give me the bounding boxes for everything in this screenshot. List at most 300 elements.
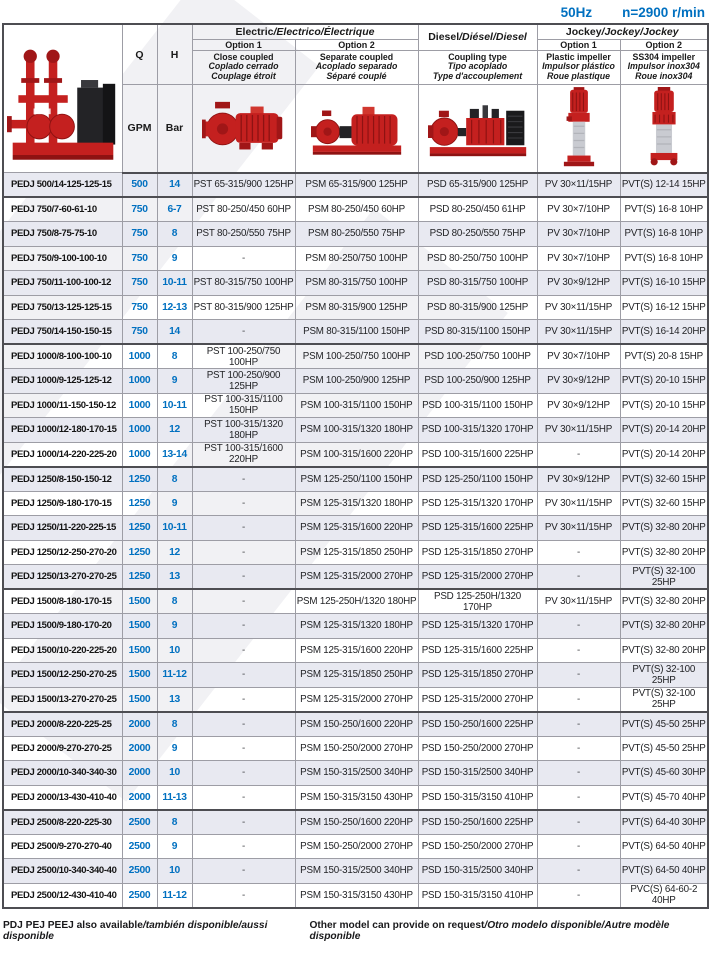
flow-gpm-cell: 1500 — [122, 687, 157, 712]
electric-separate-coupled-cell: PSM 150-315/3150 430HP — [295, 785, 418, 810]
table-row — [3, 859, 708, 884]
electric-separate-coupled-cell: PSM 150-315/3150 430HP — [295, 883, 418, 908]
model-cell: PEDJ 1250/12-250-270-20 — [3, 540, 122, 565]
table-row — [3, 834, 708, 859]
jockey-plastic-cell: PV 30×7/10HP — [537, 344, 620, 369]
jockey-plastic-cell: - — [537, 614, 620, 639]
flow-gpm-cell: 750 — [122, 320, 157, 345]
diesel-pump-illustration — [428, 98, 528, 158]
electric-separate-coupled-cell: PSM 125-315/1600 220HP — [295, 638, 418, 663]
head-bar-cell: 11-13 — [157, 785, 192, 810]
jockey-ss304-cell: PVT(S) 32-80 20HP — [620, 540, 708, 565]
diesel-pump-cell: PSD 150-250/2000 270HP — [418, 736, 537, 761]
diesel-pump-cell: PSD 125-315/2000 270HP — [418, 687, 537, 712]
jockey-plastic-cell: PV 30×9/12HP — [537, 393, 620, 418]
head-bar-cell: 6-7 — [157, 197, 192, 222]
spec-table-body — [3, 173, 708, 908]
q-unit-header: GPM — [122, 85, 157, 173]
jockey-ss304-cell: PVT(S) 64-40 30HP — [620, 810, 708, 835]
electric-close-coupled-cell: PST 80-315/750 100HP — [192, 271, 295, 296]
head-bar-cell: 8 — [157, 810, 192, 835]
electric-separate-coupled-cell: PSM 125-315/2000 270HP — [295, 565, 418, 590]
diesel-pump-cell: PSD 150-315/2500 340HP — [418, 859, 537, 884]
pump-spec-table — [2, 23, 709, 909]
jockey-plastic-cell: PV 30×11/15HP — [537, 589, 620, 614]
electric-separate-coupled-cell: PSM 125-315/2000 270HP — [295, 687, 418, 712]
model-cell: PEDJ 1250/11-220-225-15 — [3, 516, 122, 541]
jockey-plastic-cell: PV 30×7/10HP — [537, 222, 620, 247]
electric-close-coupled-cell: PST 100-315/1600 220HP — [192, 442, 295, 467]
diesel-pump-cell: PSD 100-250/750 100HP — [418, 344, 537, 369]
jockey-plastic-cell: PV 30×11/15HP — [537, 491, 620, 516]
jockey-plastic-cell: PV 30×11/15HP — [537, 295, 620, 320]
footer-right-note: Other model can provide on request/Otro modelo disponible/Autre modèle disponible — [309, 919, 670, 942]
flow-gpm-cell: 750 — [122, 271, 157, 296]
head-bar-cell: 13-14 — [157, 442, 192, 467]
model-cell: PEDJ 2500/8-220-225-30 — [3, 810, 122, 835]
diesel-pump-cell: PSD 125-315/2000 270HP — [418, 565, 537, 590]
head-bar-cell: 10 — [157, 859, 192, 884]
head-bar-cell: 9 — [157, 614, 192, 639]
head-bar-cell: 9 — [157, 246, 192, 271]
model-cell: PEDJ 2500/10-340-340-40 — [3, 859, 122, 884]
jockey-ss304-cell: PVT(S) 20-14 20HP — [620, 418, 708, 443]
jockey-plastic-cell: - — [537, 638, 620, 663]
electric-close-coupled-cell: - — [192, 638, 295, 663]
electric-separate-coupled-cell: PSM 80-315/750 100HP — [295, 271, 418, 296]
jockey-plastic-cell: PV 30×11/15HP — [537, 516, 620, 541]
head-bar-cell: 10 — [157, 638, 192, 663]
electric-close-coupled-cell: PST 100-315/1320 180HP — [192, 418, 295, 443]
table-row — [3, 369, 708, 394]
diesel-pump-cell: PSD 150-250/2000 270HP — [418, 834, 537, 859]
jockey-plastic-cell: - — [537, 834, 620, 859]
electric-separate-coupled-cell: PSM 125-315/1850 250HP — [295, 663, 418, 688]
model-cell: PEDJ 1000/14-220-225-20 — [3, 442, 122, 467]
frequency-label: 50Hz — [560, 5, 593, 20]
fire-pump-package-image — [3, 24, 122, 173]
flow-gpm-cell: 1000 — [122, 393, 157, 418]
table-row — [3, 442, 708, 467]
table-row — [3, 222, 708, 247]
electric-close-coupled-cell: - — [192, 736, 295, 761]
electric-option2-header: Option 2 — [295, 39, 418, 50]
model-cell: PEDJ 1000/8-100-100-10 — [3, 344, 122, 369]
model-cell: PEDJ 1250/13-270-270-25 — [3, 565, 122, 590]
table-row — [3, 810, 708, 835]
jockey-ss304-cell: PVT(S) 16-8 10HP — [620, 197, 708, 222]
table-row — [3, 246, 708, 271]
model-cell: PEDJ 750/14-150-150-15 — [3, 320, 122, 345]
electric-close-coupled-cell: - — [192, 589, 295, 614]
head-bar-cell: 13 — [157, 687, 192, 712]
jockey-plastic-cell: - — [537, 687, 620, 712]
head-bar-cell: 8 — [157, 712, 192, 737]
diesel-pump-cell: PSD 150-250/1600 225HP — [418, 810, 537, 835]
jockey-ss304-cell: PVT(S) 16-10 15HP — [620, 271, 708, 296]
jockey-ss304-cell: PVT(S) 45-50 25HP — [620, 736, 708, 761]
electric-separate-coupled-cell: PSM 80-250/750 100HP — [295, 246, 418, 271]
flow-gpm-cell: 1000 — [122, 442, 157, 467]
head-bar-cell: 9 — [157, 491, 192, 516]
jockey-ss304-cell: PVT(S) 16-8 10HP — [620, 222, 708, 247]
electric-separate-coupled-cell: PSM 100-315/1600 220HP — [295, 442, 418, 467]
jockey-pump-plastic-illustration — [563, 87, 595, 169]
electric-close-coupled-cell: - — [192, 810, 295, 835]
jockey-pump-ss304-illustration — [647, 87, 681, 169]
jockey-plastic-cell: - — [537, 785, 620, 810]
electric-close-coupled-cell: PST 100-250/900 125HP — [192, 369, 295, 394]
separate-coupled-pump-illustration — [311, 99, 403, 157]
footer-left-note: PDJ PEJ PEEJ also available/también disponible/aussi disponible — [3, 919, 268, 942]
diesel-pump-cell: PSD 125-250/1100 150HP — [418, 467, 537, 492]
jockey-ss304-cell: PVT(S) 20-10 15HP — [620, 369, 708, 394]
table-row — [3, 687, 708, 712]
head-bar-cell: 12 — [157, 540, 192, 565]
head-bar-cell: 12-13 — [157, 295, 192, 320]
jockey-option2-header: Option 2 — [620, 39, 708, 50]
electric-separate-coupled-cell: PSM 150-250/1600 220HP — [295, 712, 418, 737]
jockey-ss304-cell: PVC(S) 64-60-2 40HP — [620, 883, 708, 908]
jockey-group-header: Jockey/Jockey/Jockey — [537, 24, 708, 39]
ss304-impeller-desc: SS304 impeller Impulsor inox304 Roue inox304 — [620, 50, 708, 85]
head-bar-cell: 10-11 — [157, 271, 192, 296]
jockey-plastic-cell: PV 30×11/15HP — [537, 418, 620, 443]
head-bar-cell: 9 — [157, 369, 192, 394]
electric-close-coupled-cell: PST 80-250/450 60HP — [192, 197, 295, 222]
model-cell: PEDJ 750/13-125-125-15 — [3, 295, 122, 320]
model-cell: PEDJ 750/8-75-75-10 — [3, 222, 122, 247]
jockey-plastic-cell: PV 30×7/10HP — [537, 197, 620, 222]
diesel-pump-set-image — [418, 85, 537, 173]
electric-close-coupled-cell: - — [192, 859, 295, 884]
head-bar-cell: 13 — [157, 565, 192, 590]
model-cell: PEDJ 2500/9-270-270-40 — [3, 834, 122, 859]
table-row — [3, 467, 708, 492]
model-cell: PEDJ 1000/12-180-170-15 — [3, 418, 122, 443]
diesel-pump-cell: PSD 80-315/900 125HP — [418, 295, 537, 320]
flow-gpm-cell: 2000 — [122, 712, 157, 737]
electric-close-coupled-cell: - — [192, 614, 295, 639]
flow-gpm-cell: 1000 — [122, 344, 157, 369]
head-bar-cell: 11-12 — [157, 663, 192, 688]
electric-close-coupled-cell: - — [192, 834, 295, 859]
electric-close-coupled-cell: PST 80-250/550 75HP — [192, 222, 295, 247]
table-row — [3, 883, 708, 908]
flow-gpm-cell: 1500 — [122, 663, 157, 688]
table-row — [3, 565, 708, 590]
table-row — [3, 736, 708, 761]
jockey-ss304-cell: PVT(S) 16-14 20HP — [620, 320, 708, 345]
table-row — [3, 761, 708, 786]
jockey-ss304-cell: PVT(S) 64-50 40HP — [620, 834, 708, 859]
jockey-plastic-cell: - — [537, 859, 620, 884]
flow-gpm-cell: 1500 — [122, 589, 157, 614]
jockey-ss304-cell: PVT(S) 20-8 15HP — [620, 344, 708, 369]
head-bar-cell: 11-12 — [157, 883, 192, 908]
diesel-pump-cell: PSD 150-315/3150 410HP — [418, 883, 537, 908]
diesel-pump-cell: PSD 100-315/1600 225HP — [418, 442, 537, 467]
diesel-pump-cell: PSD 125-250H/1320 170HP — [418, 589, 537, 614]
electric-separate-coupled-cell: PSM 125-250/1100 150HP — [295, 467, 418, 492]
table-row — [3, 320, 708, 345]
electric-close-coupled-cell: - — [192, 761, 295, 786]
flow-gpm-cell: 2500 — [122, 834, 157, 859]
diesel-pump-cell: PSD 80-250/450 61HP — [418, 197, 537, 222]
jockey-option1-header: Option 1 — [537, 39, 620, 50]
electric-separate-coupled-cell: PSM 125-315/1850 250HP — [295, 540, 418, 565]
model-cell: PEDJ 750/9-100-100-10 — [3, 246, 122, 271]
head-bar-cell: 10-11 — [157, 393, 192, 418]
diesel-pump-cell: PSD 80-315/1100 150HP — [418, 320, 537, 345]
operating-conditions — [0, 0, 711, 21]
electric-close-coupled-cell: - — [192, 883, 295, 908]
jockey-ss304-cell: PVT(S) 32-100 25HP — [620, 663, 708, 688]
diesel-pump-cell: PSD 65-315/900 125HP — [418, 173, 537, 198]
head-bar-cell: 8 — [157, 467, 192, 492]
model-cell: PEDJ 1250/9-180-170-15 — [3, 491, 122, 516]
electric-close-coupled-cell: - — [192, 320, 295, 345]
table-row — [3, 271, 708, 296]
head-bar-cell: 8 — [157, 344, 192, 369]
plastic-impeller-desc: Plastic impeller Impulsor plástico Roue plastique — [537, 50, 620, 85]
jockey-ss304-cell: PVT(S) 64-50 40HP — [620, 859, 708, 884]
jockey-plastic-cell: PV 30×9/12HP — [537, 467, 620, 492]
diesel-pump-cell: PSD 100-315/1100 150HP — [418, 393, 537, 418]
electric-close-coupled-cell: - — [192, 712, 295, 737]
diesel-pump-cell: PSD 150-315/2500 340HP — [418, 761, 537, 786]
diesel-pump-cell: PSD 80-315/750 100HP — [418, 271, 537, 296]
electric-close-coupled-cell: PST 100-250/750 100HP — [192, 344, 295, 369]
electric-close-coupled-cell: PST 100-315/1100 150HP — [192, 393, 295, 418]
table-row — [3, 540, 708, 565]
electric-separate-coupled-cell: PSM 150-315/2500 340HP — [295, 761, 418, 786]
table-row — [3, 516, 708, 541]
flow-gpm-cell: 1500 — [122, 638, 157, 663]
diesel-pump-cell: PSD 125-315/1600 225HP — [418, 516, 537, 541]
head-bar-cell: 8 — [157, 589, 192, 614]
head-bar-cell: 10-11 — [157, 516, 192, 541]
jockey-ss304-cell: PVT(S) 20-10 15HP — [620, 393, 708, 418]
diesel-pump-cell: PSD 100-250/900 125HP — [418, 369, 537, 394]
h-unit-header: Bar — [157, 85, 192, 173]
electric-separate-coupled-cell: PSM 100-250/900 125HP — [295, 369, 418, 394]
electric-separate-coupled-cell: PSM 125-315/1320 180HP — [295, 614, 418, 639]
model-cell: PEDJ 750/11-100-100-12 — [3, 271, 122, 296]
flow-gpm-cell: 1250 — [122, 491, 157, 516]
electric-separate-coupled-cell: PSM 80-250/450 60HP — [295, 197, 418, 222]
jockey-ss304-cell: PVT(S) 16-8 10HP — [620, 246, 708, 271]
flow-gpm-cell: 750 — [122, 295, 157, 320]
diesel-pump-cell: PSD 100-315/1320 170HP — [418, 418, 537, 443]
diesel-pump-cell: PSD 125-315/1850 270HP — [418, 663, 537, 688]
model-cell: PEDJ 1500/8-180-170-15 — [3, 589, 122, 614]
jockey-ss304-cell: PVT(S) 32-80 20HP — [620, 614, 708, 639]
vertical-jockey-pump-plastic-image — [537, 85, 620, 173]
head-bar-cell: 8 — [157, 222, 192, 247]
diesel-pump-cell: PSD 125-315/1600 225HP — [418, 638, 537, 663]
model-cell: PEDJ 1500/9-180-170-20 — [3, 614, 122, 639]
flow-gpm-cell: 750 — [122, 197, 157, 222]
electric-separate-coupled-cell: PSM 150-250/2000 270HP — [295, 736, 418, 761]
jockey-plastic-cell: - — [537, 883, 620, 908]
vertical-jockey-pump-ss304-image — [620, 85, 708, 173]
jockey-ss304-cell: PVT(S) 32-60 15HP — [620, 491, 708, 516]
table-row — [3, 491, 708, 516]
flow-gpm-cell: 1250 — [122, 467, 157, 492]
jockey-ss304-cell: PVT(S) 45-50 25HP — [620, 712, 708, 737]
model-cell: PEDJ 2500/12-430-410-40 — [3, 883, 122, 908]
jockey-plastic-cell: PV 30×11/15HP — [537, 320, 620, 345]
model-cell: PEDJ 1250/8-150-150-12 — [3, 467, 122, 492]
flow-gpm-cell: 1250 — [122, 565, 157, 590]
electric-separate-coupled-cell: PSM 150-315/2500 340HP — [295, 859, 418, 884]
diesel-pump-cell: PSD 80-250/750 100HP — [418, 246, 537, 271]
electric-close-coupled-cell: PST 65-315/900 125HP — [192, 173, 295, 198]
flow-gpm-cell: 750 — [122, 222, 157, 247]
diesel-pump-cell: PSD 150-250/1600 225HP — [418, 712, 537, 737]
close-coupled-pump-illustration — [202, 99, 286, 157]
electric-separate-coupled-cell: PSM 100-315/1100 150HP — [295, 393, 418, 418]
head-bar-cell: 10 — [157, 761, 192, 786]
head-bar-cell: 9 — [157, 736, 192, 761]
electric-separate-coupled-cell: PSM 125-315/1320 180HP — [295, 491, 418, 516]
flow-gpm-cell: 1250 — [122, 540, 157, 565]
flow-gpm-cell: 2000 — [122, 761, 157, 786]
electric-close-coupled-cell: - — [192, 467, 295, 492]
coupling-type-desc: Coupling type Tipo acoplado Type d'accouplement — [418, 50, 537, 85]
electric-separate-coupled-cell: PSM 150-250/2000 270HP — [295, 834, 418, 859]
pump-package-illustration — [7, 28, 119, 170]
jockey-ss304-cell: PVT(S) 32-80 20HP — [620, 589, 708, 614]
close-coupled-pump-image — [192, 85, 295, 173]
flow-gpm-cell: 1000 — [122, 369, 157, 394]
electric-close-coupled-cell: - — [192, 663, 295, 688]
flow-gpm-cell: 2500 — [122, 859, 157, 884]
electric-option1-header: Option 1 — [192, 39, 295, 50]
flow-gpm-cell: 1000 — [122, 418, 157, 443]
model-cell: PEDJ 1500/10-220-225-20 — [3, 638, 122, 663]
jockey-plastic-cell: PV 30×11/15HP — [537, 173, 620, 198]
electric-close-coupled-cell: - — [192, 540, 295, 565]
jockey-ss304-cell: PVT(S) 45-70 40HP — [620, 785, 708, 810]
jockey-plastic-cell: - — [537, 540, 620, 565]
jockey-ss304-cell: PVT(S) 12-14 15HP — [620, 173, 708, 198]
flow-gpm-cell: 2000 — [122, 785, 157, 810]
jockey-plastic-cell: PV 30×9/12HP — [537, 271, 620, 296]
jockey-ss304-cell: PVT(S) 45-60 30HP — [620, 761, 708, 786]
model-cell: PEDJ 1500/12-250-270-25 — [3, 663, 122, 688]
table-row — [3, 663, 708, 688]
electric-close-coupled-cell: - — [192, 565, 295, 590]
jockey-ss304-cell: PVT(S) 16-12 15HP — [620, 295, 708, 320]
close-coupled-desc: Close coupled Coplado cerrado Couplage étroit — [192, 50, 295, 85]
diesel-group-header: Diesel/Diésel/Diesel — [418, 24, 537, 50]
electric-separate-coupled-cell: PSM 125-315/1600 220HP — [295, 516, 418, 541]
electric-separate-coupled-cell: PSM 125-250H/1320 180HP — [295, 589, 418, 614]
flow-gpm-cell: 500 — [122, 173, 157, 198]
model-cell: PEDJ 1000/11-150-150-12 — [3, 393, 122, 418]
table-row — [3, 393, 708, 418]
electric-separate-coupled-cell: PSM 65-315/900 125HP — [295, 173, 418, 198]
flow-gpm-cell: 750 — [122, 246, 157, 271]
table-row — [3, 418, 708, 443]
jockey-plastic-cell: - — [537, 565, 620, 590]
electric-close-coupled-cell: - — [192, 687, 295, 712]
model-cell: PEDJ 1500/13-270-270-25 — [3, 687, 122, 712]
model-cell: PEDJ 750/7-60-61-10 — [3, 197, 122, 222]
model-cell: PEDJ 2000/9-270-270-25 — [3, 736, 122, 761]
h-column-header: H — [157, 24, 192, 85]
model-cell: PEDJ 1000/9-125-125-12 — [3, 369, 122, 394]
head-bar-cell: 9 — [157, 834, 192, 859]
electric-separate-coupled-cell: PSM 80-250/550 75HP — [295, 222, 418, 247]
table-row — [3, 712, 708, 737]
table-row — [3, 173, 708, 198]
electric-separate-coupled-cell: PSM 80-315/900 125HP — [295, 295, 418, 320]
jockey-ss304-cell: PVT(S) 32-100 25HP — [620, 565, 708, 590]
electric-group-header: Electric/Electrico/Électrique — [192, 24, 418, 39]
jockey-plastic-cell: - — [537, 810, 620, 835]
diesel-pump-cell: PSD 150-315/3150 410HP — [418, 785, 537, 810]
jockey-ss304-cell: PVT(S) 32-100 25HP — [620, 687, 708, 712]
q-column-header: Q — [122, 24, 157, 85]
jockey-ss304-cell: PVT(S) 32-60 15HP — [620, 467, 708, 492]
jockey-plastic-cell: - — [537, 712, 620, 737]
electric-close-coupled-cell: PST 80-315/900 125HP — [192, 295, 295, 320]
jockey-plastic-cell: - — [537, 442, 620, 467]
model-cell: PEDJ 2000/13-430-410-40 — [3, 785, 122, 810]
jockey-plastic-cell: PV 30×7/10HP — [537, 246, 620, 271]
electric-close-coupled-cell: - — [192, 785, 295, 810]
table-row — [3, 197, 708, 222]
electric-close-coupled-cell: - — [192, 516, 295, 541]
model-cell: PEDJ 2000/8-220-225-25 — [3, 712, 122, 737]
electric-separate-coupled-cell: PSM 150-250/1600 220HP — [295, 810, 418, 835]
jockey-ss304-cell: PVT(S) 32-80 20HP — [620, 638, 708, 663]
footer-notes — [0, 920, 711, 942]
jockey-plastic-cell: PV 30×9/12HP — [537, 369, 620, 394]
table-row — [3, 638, 708, 663]
electric-separate-coupled-cell: PSM 100-315/1320 180HP — [295, 418, 418, 443]
diesel-pump-cell: PSD 80-250/550 75HP — [418, 222, 537, 247]
flow-gpm-cell: 1500 — [122, 614, 157, 639]
electric-separate-coupled-cell: PSM 100-250/750 100HP — [295, 344, 418, 369]
diesel-pump-cell: PSD 125-315/1320 170HP — [418, 491, 537, 516]
jockey-plastic-cell: - — [537, 663, 620, 688]
model-cell: PEDJ 500/14-125-125-15 — [3, 173, 122, 198]
flow-gpm-cell: 2500 — [122, 810, 157, 835]
model-cell: PEDJ 2000/10-340-340-30 — [3, 761, 122, 786]
jockey-ss304-cell: PVT(S) 20-14 20HP — [620, 442, 708, 467]
flow-gpm-cell: 2000 — [122, 736, 157, 761]
jockey-ss304-cell: PVT(S) 32-80 20HP — [620, 516, 708, 541]
diesel-pump-cell: PSD 125-315/1850 270HP — [418, 540, 537, 565]
flow-gpm-cell: 1250 — [122, 516, 157, 541]
table-row — [3, 589, 708, 614]
electric-close-coupled-cell: - — [192, 246, 295, 271]
head-bar-cell: 12 — [157, 418, 192, 443]
speed-label: n=2900 r/min — [622, 5, 705, 20]
diesel-pump-cell: PSD 125-315/1320 170HP — [418, 614, 537, 639]
electric-separate-coupled-cell: PSM 80-315/1100 150HP — [295, 320, 418, 345]
flow-gpm-cell: 2500 — [122, 883, 157, 908]
table-row — [3, 785, 708, 810]
table-row — [3, 344, 708, 369]
head-bar-cell: 14 — [157, 320, 192, 345]
table-row — [3, 614, 708, 639]
separate-coupled-desc: Separate coupled Acoplado separado Séparé couplé — [295, 50, 418, 85]
